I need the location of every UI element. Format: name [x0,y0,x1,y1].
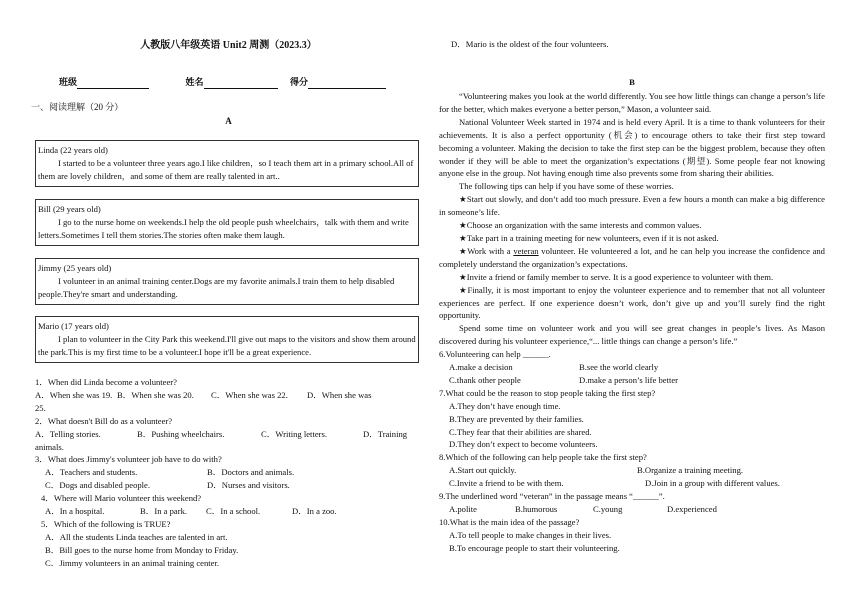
option[interactable]: A．When she was 19. [35,389,113,400]
volunteer-text: I volunteer in an animal training center.Dogs are my favorite animals.I train them to help disabled people.They're smart and understanding. [38,275,395,299]
question-6-options-ab [439,361,825,374]
option[interactable]: D.experienced [667,504,717,514]
tip [439,245,825,271]
section-heading: 一、阅读理解（20 分） [31,102,124,112]
question-8-options-ab [439,464,825,477]
question-5: 5．Which of the following is TRUE? [41,518,171,529]
option[interactable]: A．In a hospital. [45,506,105,517]
volunteer-name: Bill (29 years old) [38,204,101,214]
question-2-wrap: animals. [35,441,64,452]
class-label: 班级 [59,77,78,87]
tip-text: volunteer. He volunteered a lot, and he can help you increase the confidence and completely understand the organization’s expectations. [439,245,825,269]
option[interactable]: B.To encourage people to start their volunteering. [449,542,620,553]
option[interactable]: C．Writing letters. [261,428,328,439]
option[interactable]: B．Bill goes to the nurse home from Monday to Friday. [45,544,239,555]
question-6: 6.Volunteering can help ______. [439,349,551,360]
tip: ★Choose an organization with the same interests and common values. [459,220,702,231]
volunteer-name: Jimmy (25 years old) [38,263,112,273]
option[interactable]: A．All the students Linda teaches are talented in art. [45,531,228,542]
option[interactable]: B．Pushing wheelchairs. [137,428,225,439]
option[interactable]: C.They fear that their abilities are shared. [449,426,592,437]
tip: ★Invite a friend or family member to serve. It is a good experience to volunteer with them. [459,271,774,282]
option[interactable]: D．In a zoo. [292,506,337,517]
option[interactable]: D．When she was [307,389,372,400]
option[interactable]: D.make a person’s life better [579,374,679,385]
question-6-options-cd [439,374,825,387]
option[interactable]: B.They are prevented by their families. [449,413,584,424]
score-label: 得分 [290,77,309,87]
question-8: 8.Which of the following can help people take the first step? [439,452,647,463]
passage-b-label: B [629,77,635,87]
option[interactable]: C．When she was 22. [211,389,288,400]
question-2-options [35,428,425,441]
volunteer-name: Linda (22 years old) [38,145,108,155]
volunteer-name: Mario (17 years old) [38,321,109,331]
passage-a-label: A [225,116,232,126]
class-blank[interactable] [77,77,149,89]
option[interactable]: B.see the world clearly [579,362,659,373]
option[interactable]: A.Start out quickly. [449,465,517,476]
option[interactable]: A．Teachers and students. [45,467,138,478]
option[interactable]: C.young [593,504,623,514]
option[interactable]: D.They don’t expect to become volunteers. [449,439,598,450]
option[interactable]: C．Jimmy volunteers in an animal training center. [45,557,219,568]
option[interactable]: B.Organize a training meeting. [637,465,744,476]
option[interactable]: C.thank other people [449,374,521,385]
question-9: 9.The underlined word “veteran” in the passage means “______”. [439,491,665,502]
student-info-line [59,76,386,89]
question-1: 1．When did Linda become a volunteer? [35,377,177,387]
tip: ★Start out slowly, and don’t add too much pressure. Even a few hours a month can make a big difference in someone’s life. [439,194,825,218]
option[interactable]: A.To tell people to make changes in their lives. [449,529,612,540]
question-10: 10.What is the main idea of the passage? [439,516,580,527]
score-blank[interactable] [308,77,386,89]
question-9-options [439,503,825,516]
underlined-word: veteran [513,245,539,256]
tip: ★Finally, it is most important to enjoy the volunteer experience and to remember that not all volunteer experiences are perfect. If one experience doesn’t work, don’t give up and you’ll surely find the right opportunity. [439,284,825,321]
tip-text: ★Work with a [459,245,514,256]
question-3-options-cd [35,479,425,492]
volunteer-text: I plan to volunteer in the City Park this weekend.I'll give out maps to the visitors and show them around the park.This is my first time to be a volunteer.I hope it'll be a great experience. [38,333,416,357]
option[interactable]: B．Doctors and animals. [207,467,295,478]
volunteer-text: I go to the nurse home on weekends.I help the old people push wheelchairs，talk with them and write letters.Sometimes I tell them stories.The stories often make them laugh. [38,216,409,240]
option[interactable]: B．When she was 20. [117,389,194,400]
option[interactable]: A.They don’t have enough time. [449,400,561,411]
paragraph: National Volunteer Week started in 1974 and is held every April. It is a time to thank volunteers for their achievements. It is also a perfect opportunity (机会) to encourage others to take their first step toward becoming a volunteer. Making the decision to take the first step can be the biggest problem, because they often wonder if they will be able to meet the organization’s expectations (期望). Some people fear not knowing anyone else in the group. Not having enough time also prevents some from sharing their abilities. [439,116,825,179]
volunteer-box-bill [35,199,419,246]
question-2: 2．What doesn't Bill do as a volunteer? [35,415,173,426]
question-8-options-cd [439,477,825,490]
option[interactable]: D.Join in a group with different values. [645,478,780,489]
question-3-options-ab [35,466,425,479]
paragraph: Spend some time on volunteer work and you will see great changes in people’s lives. As Mason discovered during his volunteer experience,“... little things can change a person’s life.” [439,323,825,347]
option[interactable]: C．Dogs and disabled people. [45,480,151,491]
option[interactable]: D．Training [363,428,408,439]
question-4: 4．Where will Mario volunteer this weekend? [41,493,202,504]
option[interactable]: A.polite [449,504,477,514]
name-label: 姓名 [185,77,204,87]
option[interactable]: B.humorous [515,504,558,514]
volunteer-box-jimmy [35,258,419,305]
option[interactable]: A.make a decision [449,362,513,373]
question-1-wrap: 25. [35,402,46,413]
option[interactable]: C.Invite a friend to be with them. [449,478,564,489]
volunteer-text: I started to be a volunteer three years ago.I like children，so I teach them art in a primary school.All of them are lovely children，and some of them are really talented in art.. [38,157,414,181]
question-4-options [35,505,425,518]
page-title: 人教版八年级英语 Unit2 周测（2023.3） [140,40,317,51]
paragraph: The following tips can help if you have some of these worries. [459,181,674,192]
option[interactable]: B．In a park. [140,506,188,517]
question-3: 3．What does Jimmy's volunteer job have to do with? [35,454,222,465]
paragraph: “Volunteering makes you look at the world differently. You see how little things can change a person’s life for the better, which makes everyone a better person,” Mason, a volunteer said. [439,91,825,114]
volunteer-box-linda [35,140,419,187]
question-7: 7.What could be the reason to stop people taking the first step? [439,387,656,398]
question-5-option-d[interactable]: D．Mario is the oldest of the four volunteers. [451,39,609,49]
question-1-options [35,389,425,402]
questions-a [35,376,425,570]
passage-b [439,90,825,555]
volunteer-box-mario [35,316,419,363]
option[interactable]: C．In a school. [206,506,261,517]
option[interactable]: A．Telling stories. [35,428,101,439]
option[interactable]: D．Nurses and visitors. [207,480,290,491]
name-blank[interactable] [204,77,278,89]
tip: ★Take part in a training meeting for new volunteers, even if it is not asked. [459,232,719,243]
